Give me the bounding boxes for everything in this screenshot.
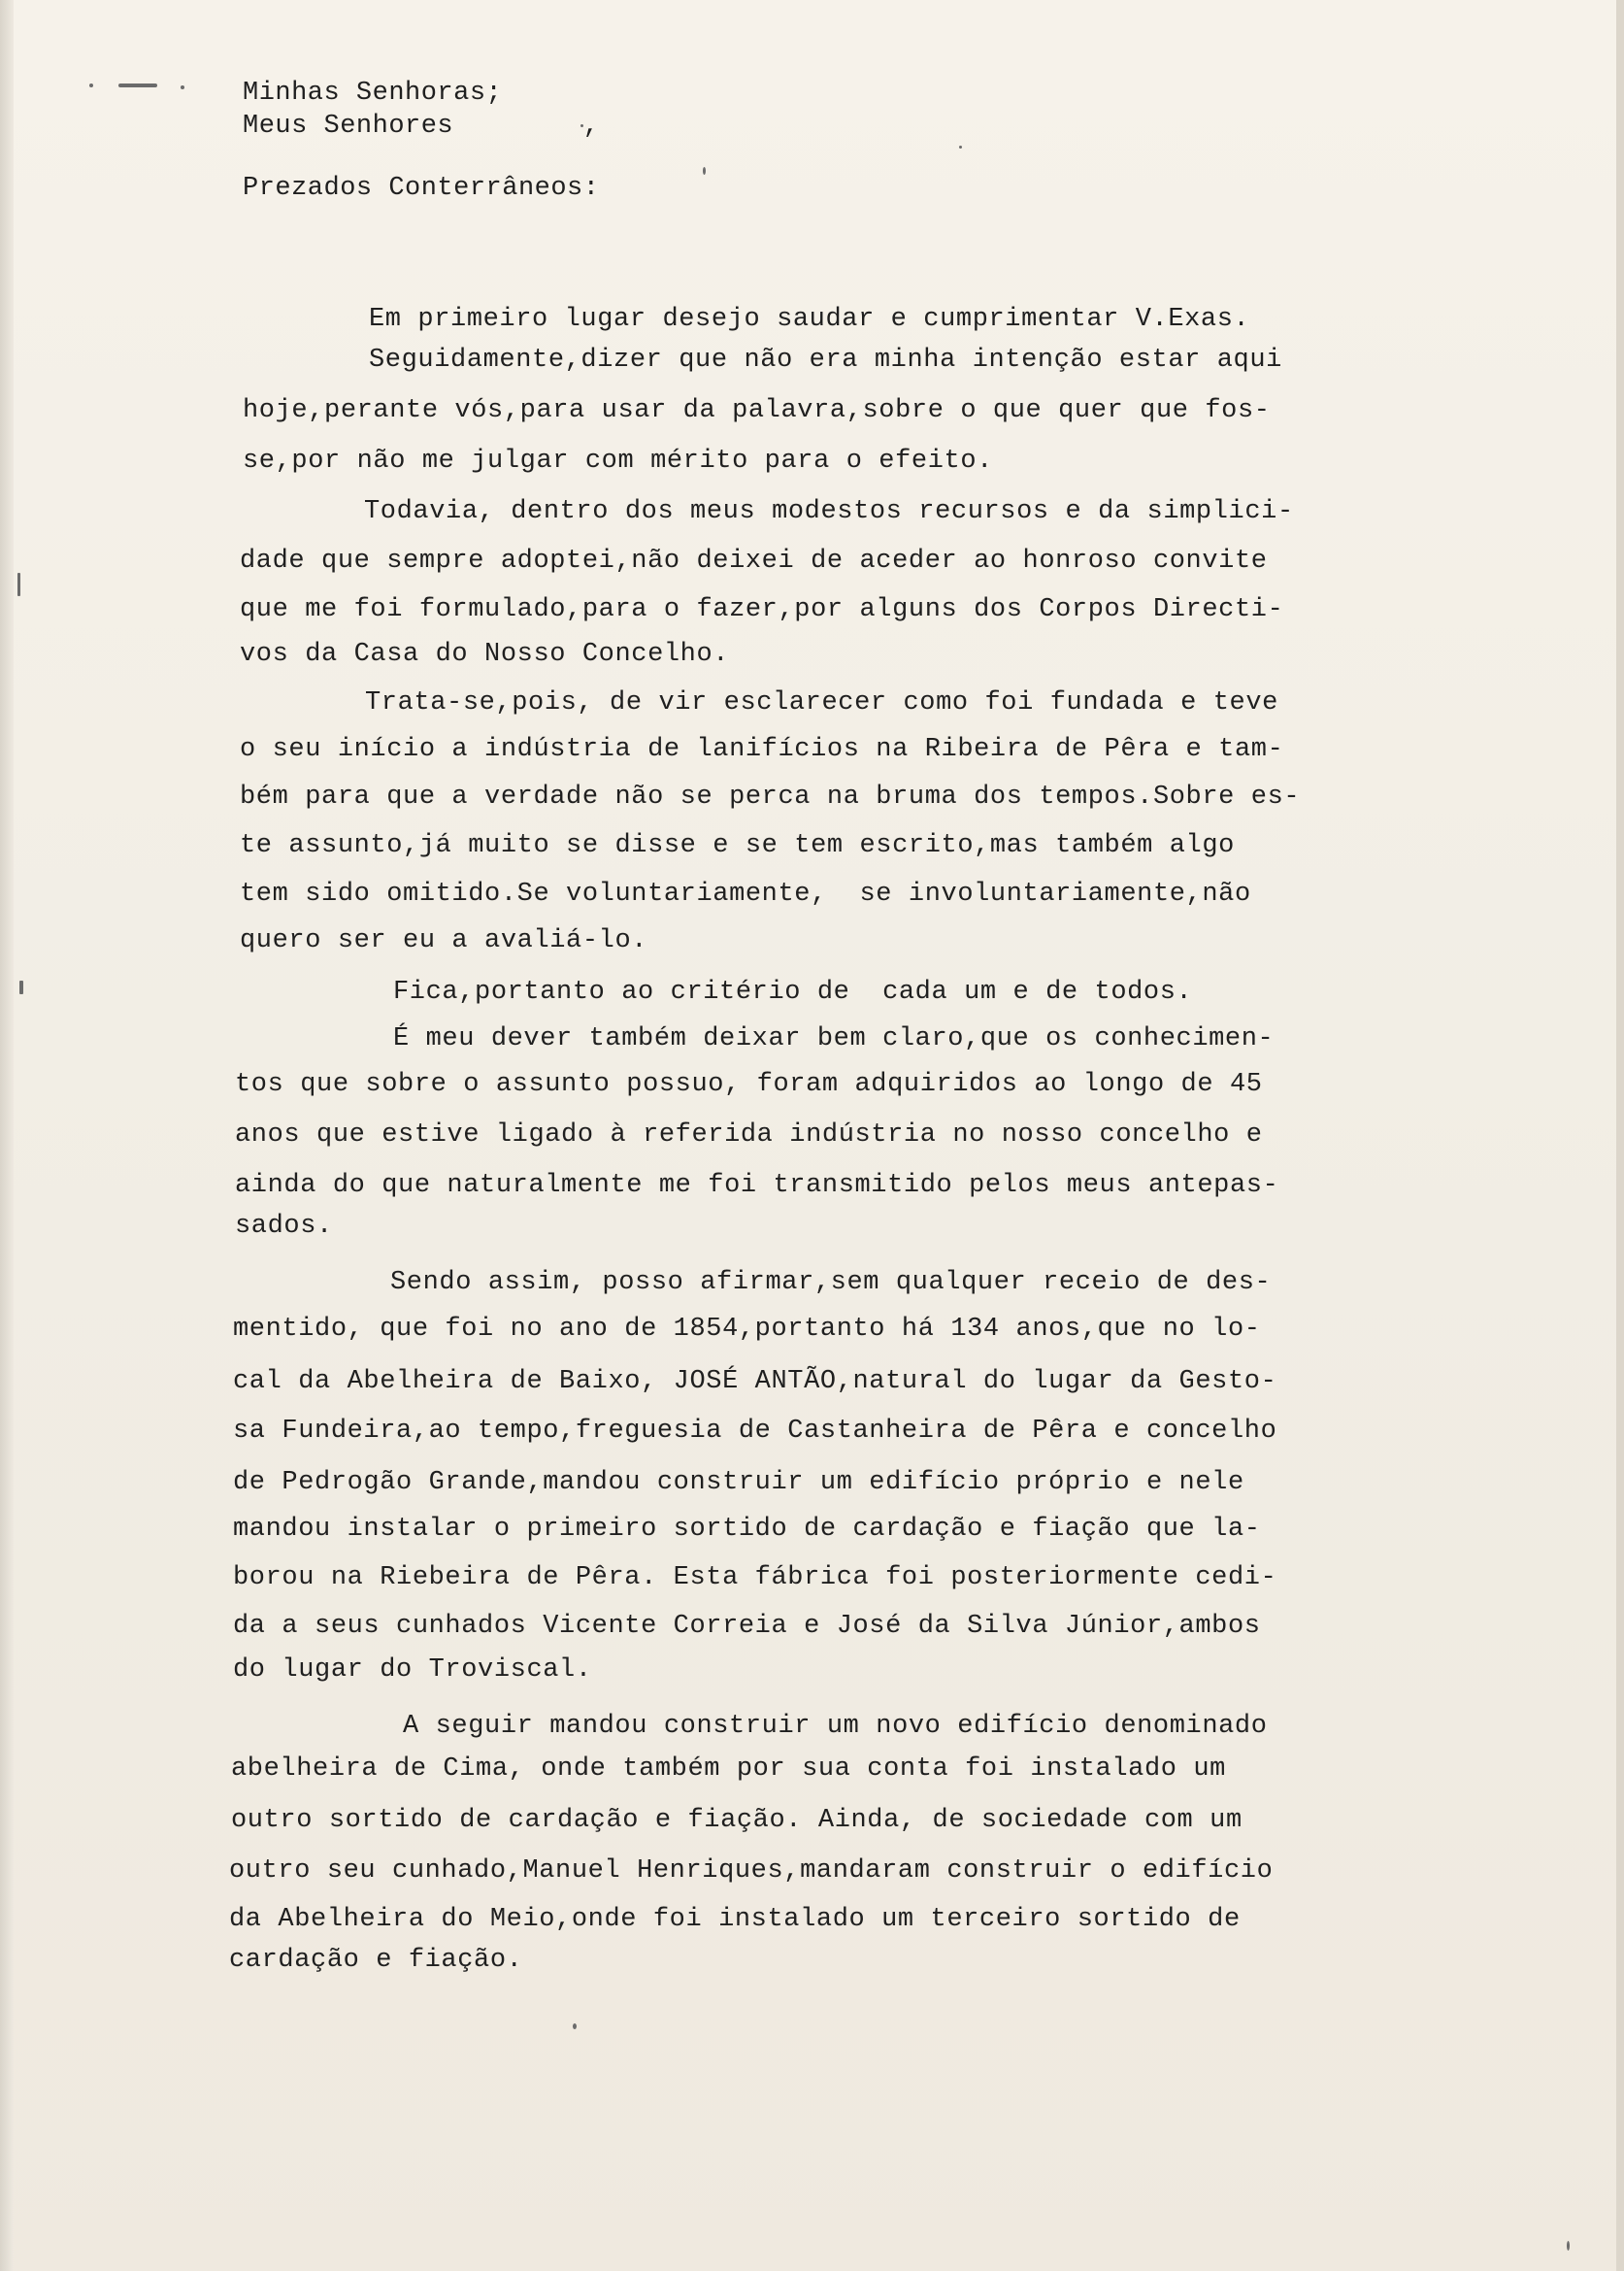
body-line: dade que sempre adoptei,não deixei de aceder ao honroso convite: [240, 547, 1268, 576]
body-line: anos que estive ligado à referida indústria no nosso concelho e: [235, 1120, 1263, 1150]
body-line: cardação e fiação.: [229, 1946, 523, 1975]
body-line: Todavia, dentro dos meus modestos recursos e da simplici-: [364, 497, 1294, 526]
body-line: tos que sobre o assunto possuo, foram adquiridos ao longo de 45: [235, 1070, 1263, 1099]
body-line: do lugar do Troviscal.: [233, 1655, 592, 1685]
body-line: quero ser eu a avaliá-lo.: [240, 926, 648, 955]
body-line: de Pedrogão Grande,mandou construir um edifício próprio e nele: [233, 1468, 1244, 1497]
body-line: outro sortido de cardação e fiação. Ainda, de sociedade com um: [231, 1806, 1243, 1835]
body-line: ainda do que naturalmente me foi transmitido pelos meus antepas-: [235, 1171, 1279, 1200]
scan-mark: [1567, 2241, 1570, 2251]
body-line: sa Fundeira,ao tempo,freguesia de Castanheira de Pêra e concelho: [233, 1417, 1277, 1446]
salutation-line: Prezados Conterrâneos:: [243, 174, 600, 203]
body-line: É meu dever também deixar bem claro,que os conhecimen-: [393, 1024, 1275, 1053]
salutation-line: Minhas Senhoras;: [243, 79, 503, 108]
body-line: te assunto,já muito se disse e se tem escrito,mas também algo: [240, 831, 1235, 860]
body-line: tem sido omitido.Se voluntariamente, se involuntariamente,não: [240, 880, 1251, 909]
body-line: Em primeiro lugar desejo saudar e cumprimentar V.Exas.: [369, 305, 1250, 334]
body-line: Fica,portanto ao critério de cada um e de todos.: [393, 978, 1193, 1007]
scan-mark: [181, 85, 184, 89]
body-line: bém para que a verdade não se perca na bruma dos tempos.Sobre es-: [240, 783, 1301, 812]
scan-right-edge: [1616, 0, 1624, 2271]
body-line: se,por não me julgar com mérito para o efeito.: [243, 447, 993, 476]
scan-mark: [17, 573, 20, 596]
body-line: que me foi formulado,para o fazer,por alguns dos Corpos Directi-: [240, 595, 1284, 624]
scan-mark: [573, 2023, 577, 2029]
body-line: vos da Casa do Nosso Concelho.: [240, 640, 730, 669]
body-line: hoje,perante vós,para usar da palavra,sobre o que quer que fos-: [243, 396, 1271, 425]
body-line: Seguidamente,dizer que não era minha intenção estar aqui: [369, 346, 1282, 375]
scan-mark: [89, 83, 93, 87]
scan-mark: [959, 146, 962, 149]
salutation-line: Meus Senhores ,: [243, 112, 600, 141]
body-line: mentido, que foi no ano de 1854,portanto há 134 anos,que no lo-: [233, 1315, 1261, 1344]
scan-left-edge: [0, 0, 14, 2271]
body-line: Sendo assim, posso afirmar,sem qualquer receio de des-: [390, 1268, 1272, 1297]
body-line: cal da Abelheira de Baixo, JOSÉ ANTÃO,natural do lugar da Gesto-: [233, 1367, 1277, 1396]
body-line: Trata-se,pois, de vir esclarecer como foi fundada e teve: [365, 688, 1278, 718]
body-line: o seu início a indústria de lanifícios na Ribeira de Pêra e tam-: [240, 735, 1284, 764]
scan-mark: [703, 167, 706, 175]
body-line: sados.: [235, 1212, 333, 1241]
body-line: da Abelheira do Meio,onde foi instalado um terceiro sortido de: [229, 1905, 1241, 1934]
body-line: A seguir mandou construir um novo edifício denominado: [403, 1712, 1268, 1741]
scan-mark: [118, 83, 157, 87]
body-line: mandou instalar o primeiro sortido de cardação e fiação que la-: [233, 1515, 1261, 1544]
body-line: borou na Riebeira de Pêra. Esta fábrica foi posteriormente cedi-: [233, 1563, 1277, 1592]
body-line: abelheira de Cima, onde também por sua conta foi instalado um: [231, 1754, 1226, 1784]
body-line: outro seu cunhado,Manuel Henriques,mandaram construir o edifício: [229, 1856, 1274, 1886]
scan-mark: [19, 981, 23, 994]
body-line: da a seus cunhados Vicente Correia e José da Silva Júnior,ambos: [233, 1612, 1261, 1641]
